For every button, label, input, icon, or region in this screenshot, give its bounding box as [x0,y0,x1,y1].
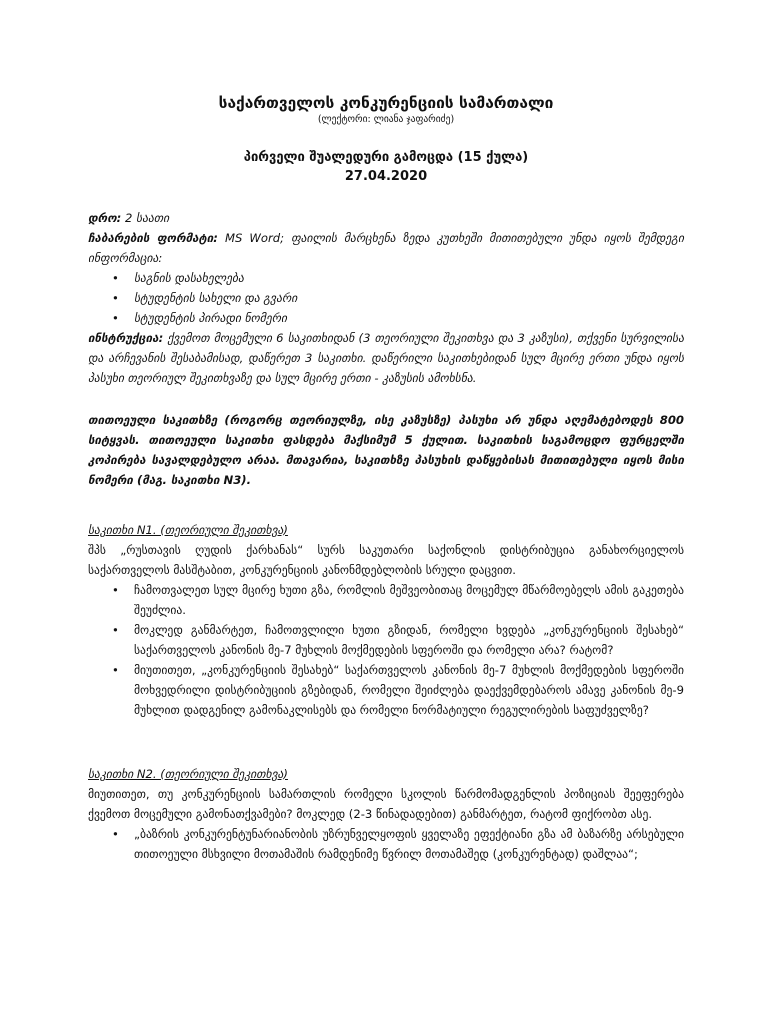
instruction-value: ქვემოთ მოცემული 6 საკითხიდან (3 თეორიული შეკითხვა და 3 კაზუსი), თქვენი სურვილისა და არჩევანის შესაბამისად, დაწერეთ 3 საკითხი. დაწერილი საკითხებიდან სულ მცირე ერთი უნდა იყოს პასუხი თეორიულ შეკითხვაზე და სულ მცირე ერთი - კაზუსის ამოხსნა. [88,331,684,385]
document-header [88,92,684,186]
question-item: • „ბაზრის კონკურენტუნარიანობის უზრუნველყოფის ყველაზე ეფექტიანი გზა ამ ბაზარზე არსებული თითოეული მსხვილი მოთამაშის რამდენიმე წვრილ მოთამაშედ (კონკურენტად) დაშლაა“; [134,824,684,864]
question-section [88,764,684,864]
time-value: 2 საათი [125,211,170,225]
lecturer-line: (ლექტორი: ლიანა ჯაფარიძე) [317,114,455,125]
format-list [88,268,684,328]
format-list-item: • საგნის დასახელება [134,268,684,288]
question-items [88,824,684,864]
exam-date: 27.04.2020 [344,169,428,184]
format-label: ჩაბარების ფორმატი: [88,231,218,245]
format-list-item: • სტუდენტის სახელი და გვარი [134,288,684,308]
question-intro: შპს „რუსთავის ღუდის ქარხანას“ სურს საკუთარი საქონლის დისტრიბუცია განახორციელოს საქართველოს მასშტაბით, კონკურენციის კანონმდებლობის სრული დაცვით. [88,543,684,577]
time-label: დრო: [88,211,122,225]
instruction-label: ინსტრუქცია: [88,331,164,345]
answer-rules-paragraph: თითოეული საკითხზე (როგორც თეორიულზე, ისე კაზუსზე) პასუხი არ უნდა აღემატებოდეს 800 სიტყვას. თითოეული საკითხი ფასდება მაქსიმუმ 5 ქულით. საკითხის საგამოცდო ფურცელში კოპირება სავალდებულო არაა. მთავარია, საკითხზე პასუხის დაწყებისას მითითებული იყოს მისი ნომერი (მაგ. საკითხი N3). [88,413,684,487]
document-page [88,92,684,864]
exam-title: პირველი შუალედური გამოცდა (15 ქულა) [243,150,529,165]
format-value: MS Word; ფაილის მარცხენა ზედა კუთხეში მითითებული უნდა იყოს შემდეგი ინფორმაცია: [88,231,685,265]
question-intro: მიუთითეთ, თუ კონკურენციის სამართლის რომელი სკოლის წარმომადგენლის პოზიციას შეეფერება ქვემოთ მოცემული გამონათქვამები? მოკლედ (2-3 წინადადებით) განმარტეთ, რატომ ფიქრობთ ასე. [88,787,684,821]
question-items [88,580,684,720]
exam-meta [88,208,684,388]
format-list-item: • სტუდენტის პირადი ნომერი [134,308,684,328]
question-item: • მიუთითეთ, „კონკურენციის შესახებ“ საქართველოს კანონის მე-7 მუხლის მოქმედების სფეროში მოხვედრილი დისტრიბუციის გზებიდან, რომელი შეიძლება დაექვემდებაროს ამავე კანონის მე-9 მუხლით დადგენილ გამონაკლისებს და რომელი ნორმატიული რეგულირების საფუძველზე? [134,660,684,720]
document-title: საქართველოს კონკურენციის სამართალი [218,94,554,112]
time-line [88,208,684,228]
question-title: საკითხი N2. (თეორიული შეკითხვა) [88,767,288,781]
question-title: საკითხი N1. (თეორიული შეკითხვა) [88,523,288,537]
question-item: • მოკლედ განმარტეთ, ჩამოთვლილი ხუთი გზიდან, რომელი ხვდება „კონკურენციის შესახებ“ საქართველოს კანონის მე-7 მუხლის მოქმედების სფეროში და რომელი არა? რატომ? [134,620,684,660]
instruction-line [88,328,684,388]
question-item: • ჩამოთვალეთ სულ მცირე ხუთი გზა, რომლის მეშვეობითაც მოცემულ მწარმოებელს ამის გაკეთება შეუძლია. [134,580,684,620]
question-section [88,520,684,720]
format-line [88,228,684,268]
